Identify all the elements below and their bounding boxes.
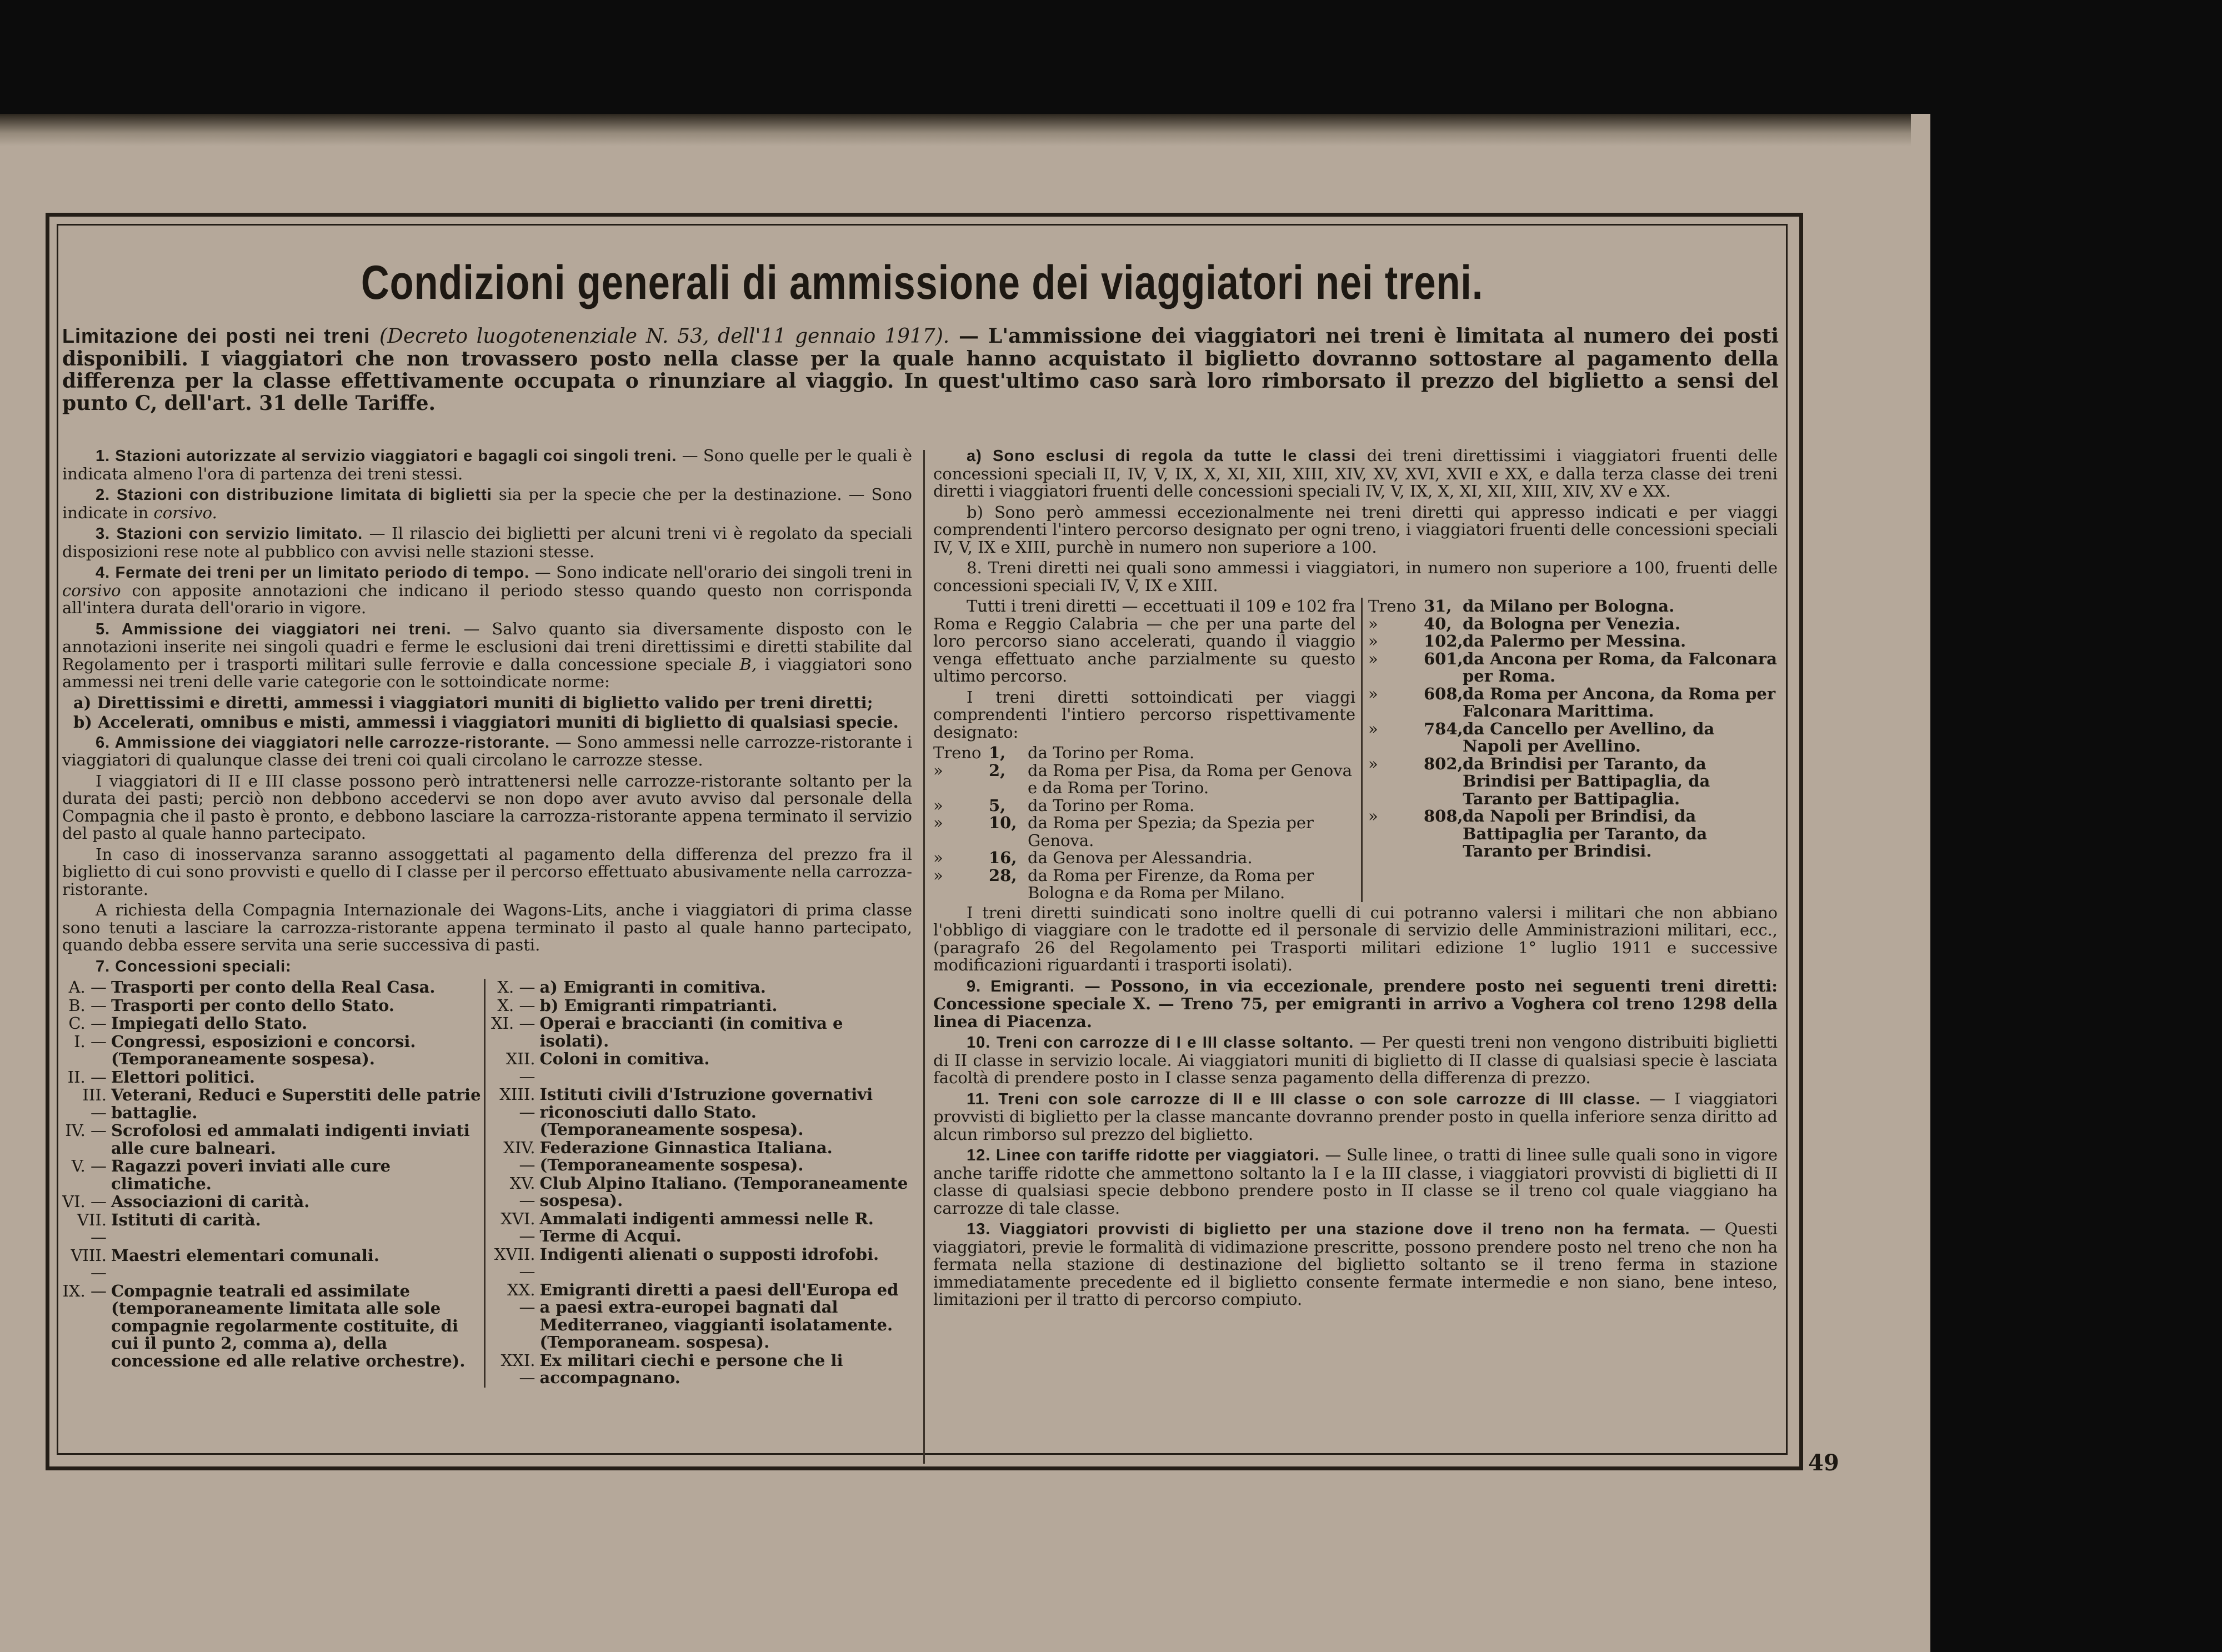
page-number: 49 [1808,1450,1839,1476]
section-heading: a) Sono esclusi di regola da tutte le classi [967,447,1357,465]
concessions-table [62,979,912,1388]
list-item: XVI. — Ammalati indigenti ammessi nelle R. Terme di Acqui. [501,1209,874,1245]
section-heading: 2. Stazioni con distribuzione limitata di biglietti [96,486,492,504]
concessions-right [484,979,913,1388]
train-row: » 601, da Ancona per Roma, da Falconara per Roma. [1368,649,1777,685]
section-heading: 7. Concessioni speciali: [96,957,292,975]
section-heading: 13. Viaggiatori provvisti di biglietto per una stazione dove il treno non ha fermata. [967,1220,1690,1238]
section-4: 4. Fermate dei treni per un limitato periodo di tempo. — Sono indicate nell'orario dei singoli treni in corsivo con apposite annotazioni che indicano il periodo stesso quando questo non corrisponda all'intera durata dell'orario in vigore. [62,563,912,617]
section-7-a: a) Sono esclusi di regola da tutte le classi dei treni direttissimi i viaggiatori fruenti delle concessioni speciali II, IV, V, IX, X, XI, XII, XIII, XIV, XV, XVI, XVII e XX, e dalla terza classe dei treni diretti i viaggiatori fruenti delle concessioni speciali IV, V, IX, X, XI, XII, XIII, XIV, XV e XX. [933,446,1778,500]
list-item: IX. — Compagnie teatrali ed assimilate (temporaneamente limitata alle sole compagnie regolarmente costituite, di cui il punto 2, comma a), della concessione ed alle relative orchestre). [62,1281,466,1370]
section-heading: 9. Emigranti. [967,977,1075,995]
train-row: » 28, da Roma per Firenze, da Roma per Bologna e da Roma per Milano. [933,865,1314,902]
train-row: » 5, da Torino per Roma. [933,795,1195,815]
list-item: C. — Impiegati dello Stato. [68,1014,308,1033]
list-item: VIII. — Maestri elementari comunali. [71,1245,379,1282]
list-item: XV. — Club Alpino Italiano. (Temporaneamente sospesa). [509,1173,908,1210]
section-heading: 4. Fermate dei treni per un limitato periodo di tempo. [96,564,530,582]
section-5-a: a) Direttissimi e diretti, ammessi i viaggiatori muniti di biglietto valido per treni diretti; [73,693,873,712]
train-row: » 808, da Napoli per Brindisi, da Battipaglia per Taranto, da Taranto per Brindisi. [1368,807,1708,860]
section-9: 9. Emigranti. — Possono, in via eccezionale, prendere posto nei seguenti treni diretti: Concessione speciale X. — Treno 75, per emigranti in arrivo a Voghera col treno 1298 della linea di Piacenza. [933,976,1778,1031]
train-row: » 102, da Palermo per Messina. [1368,632,1686,650]
list-item: X. — a) Emigranti in comitiva. [497,978,766,997]
trains-left [933,598,1361,902]
train-row: » 2, da Roma per Pisa, da Roma per Genova e da Roma per Torino. [933,760,1352,797]
trains-note-2: I treni diretti sottoindicati per viaggi comprendenti l'intiero percorso rispettivamente designato: [933,687,1355,742]
train-row: » 10, da Roma per Spezia; da Spezia per Genova. [933,813,1314,850]
section-11: 11. Treni con sole carrozze di II e III classe o con sole carrozze di III classe. — I viaggiatori provvisti di biglietto per la classe mancante dovranno prender posto in quella inferiore senza diritto ad alcun rimborso sul prezzo del biglietto. [933,1089,1778,1144]
list-item: V. — Ragazzi poveri inviati alle cure climatiche. [71,1157,391,1193]
section-heading: 11. Treni con sole carrozze di II e III classe o con sole carrozze di III classe. [967,1090,1641,1108]
section-6-p3: In caso di inosservanza saranno assoggettati al pagamento della differenza del prezzo fra il biglietto di cui sono provvisti e quello di I classe per il percorso effettuato abusivamente nella carrozza-ristorante. [62,844,912,899]
list-item: I. — Congressi, esposizioni e concorsi. (Temporaneamente sospesa). [74,1032,416,1068]
train-row: » 802, da Brindisi per Taranto, da Brindisi per Battipaglia, da Taranto per Battipaglia. [1368,754,1710,808]
list-item: B. — Trasporti per conto dello Stato. [68,995,394,1015]
section-5-b: b) Accelerati, omnibus e misti, ammessi i viaggiatori muniti di biglietto di qualsiasi specie. [73,713,899,732]
section-10: 10. Treni con carrozze di I e III classe soltanto. — Per questi treni non vengono distribuiti biglietti di II classe in servizio locale. Ai viaggiatori muniti di biglietto di II classe di qualsiasi specie è lasciata facoltà di prendere posto in I classe senza pagamento della differenza di prezzo. [933,1033,1778,1087]
train-row: » 784, da Cancello per Avellino, da Napoli per Avellino. [1368,719,1715,755]
page-title: Condizioni generali di ammissione dei viaggiatori nei treni. [361,256,1484,309]
section-5: 5. Ammissione dei viaggiatori nei treni. — Salvo quanto sia diversamente disposto con le annotazioni inserite nei singoli quadri e ferme le esclusioni dai treni direttissimi e diretti stabilite dal Regolamento per i trasporti militari sulle ferrovie e dalla concessione speciale B, i viaggiatori sono ammessi nei treni delle varie categorie con le sottoindicate norme: [62,619,913,691]
section-2: 2. Stazioni con distribuzione limitata di biglietti sia per la specie che per la destinazione. — Sono indicate in corsivo. [62,485,913,522]
train-row: » 40, da Bologna per Venezia. [1368,614,1680,633]
trains-right [1361,598,1778,902]
column-divider [923,450,925,1464]
section-13: 13. Viaggiatori provvisti di biglietto per una stazione dove il treno non ha fermata. — Questi viaggiatori, previe le formalità di vidimazione prescritte, possono prendere posto nel treno che non ha fermata nella stazione di destinazione del biglietto soltanto se il treno ferma in stazione immediatamente precedente ed il biglietto consente fermate intermedie e non siano, bene inteso, limitazioni per il tratto di percorso compiuto. [933,1219,1778,1309]
list-item: XXI. — Ex militari ciechi e persone che li accompagnano. [501,1350,843,1387]
page-edge-shadow [0,114,1911,146]
list-item: XVII. — Indigenti alienati o supposti idrofobi. [494,1244,879,1281]
right-column [933,447,1778,1312]
section-heading: 3. Stazioni con servizio limitato. [96,525,363,543]
intro-heading: Limitazione dei posti nei treni [62,324,371,347]
section-6-p4: A richiesta della Compagnia Internazionale dei Wagons-Lits, anche i viaggiatori di prima classe sono tenuti a lasciare la carrozza-ristorante appena terminato il pasto al quale hanno partecipato, quando debba essere servita una serie successiva di pasti. [62,900,912,954]
section-7 [62,958,912,976]
list-item: XX. — Emigranti diretti a paesi dell'Europa ed a paesi extra-europei bagnati dal Mediterraneo, viaggianti isolatamente. (Temporaneam. sospesa). [507,1280,899,1351]
section-8: 8. Treni diretti nei quali sono ammessi i viaggiatori, in numero non superiore a 100, fruenti delle concessioni speciali IV, V, IX e XIII. [933,558,1778,595]
section-heading: 6. Ammissione dei viaggiatori nelle carrozze-ristorante. [96,733,551,752]
trains-note: Tutti i treni diretti — eccettuati il 109 e 102 fra Roma e Reggio Calabria — che per una parte del loro percorso siano accelerati, quando il viaggio venga effettuato anche parzialmente su questo ultimo percorso. [933,597,1355,685]
section-6: 6. Ammissione dei viaggiatori nelle carrozze-ristorante. — Sono ammessi nelle carrozze-ristorante i viaggiatori di qualunque classe dei treni coi quali circolano le carrozze stesse. [62,732,913,769]
intro-decree: (Decreto luogotenenziale N. 53, dell'11 gennaio 1917). [379,325,950,348]
train-row: Treno 1, da Torino per Roma. [933,743,1195,762]
list-item: III. — Veterani, Reduci e Superstiti delle patrie battaglie. [82,1085,481,1122]
intro-paragraph [62,325,1779,414]
list-item: XI. — Operai e braccianti (in comitiva e isolati). [491,1014,843,1050]
section-6-p2: I viaggiatori di II e III classe possono però intrattenersi nelle carrozze-ristorante soltanto per la durata dei pasti; perciò non debbono accedervi se non dopo aver avuto avviso dal personale della Compagnia che il pasto è pronto, e debbono lasciare la carrozza-ristorante appena terminato il servizio del pasto al quale hanno partecipato. [62,771,912,843]
list-item: XIII. — Istituti civili d'Istruzione governativi riconosciuti dallo Stato. (Temporaneamente sospesa). [499,1085,873,1139]
section-heading: 10. Treni con carrozze di I e III classe soltanto. [967,1034,1354,1052]
list-item: XII. — Coloni in comitiva. [506,1049,710,1086]
section-heading: 5. Ammissione dei viaggiatori nei treni. [96,620,452,638]
list-item: IV. — Scrofolosi ed ammalati indigenti inviati alle cure balneari. [65,1121,470,1158]
intro-text: — L'ammissione dei viaggiatori nei treni è limitata al numero dei posti disponibili. I viaggiatori che non trovassero posto nella classe per la quale hanno acquistato il biglietto dovranno sottostare al pagamento della differenza per la classe effettivamente occupata o rinunziare al viaggio. In quest'ultimo caso sarà loro rimborsato il prezzo del biglietto a sensi del punto C, dell'art. 31 delle Tariffe. [62,324,1779,415]
left-column [62,447,912,1388]
list-item: II. — Elettori politici. [67,1067,255,1087]
section-heading: 1. Stazioni autorizzate al servizio viaggiatori e bagagli coi singoli treni. [96,447,677,465]
section-12: 12. Linee con tariffe ridotte per viaggiatori. — Sulle linee, o tratti di linee sulle quali sono in vigore anche tariffe ridotte che ammettono soltanto la I e la III classe, i viaggiatori provvisti di biglietti di II classe di qualsiasi specie debbono prendere posto in II classe se il treno col quale viaggiano ha carrozze di tale classe. [933,1145,1778,1218]
section-1: 1. Stazioni autorizzate al servizio viaggiatori e bagagli coi singoli treni. — Sono quelle per le quali è indicata almeno l'ora di partenza dei treni stessi. [62,446,913,483]
military-note: I treni diretti suindicati sono inoltre quelli di cui potranno valersi i militari che non abbiano l'obbligo di viaggiare con le tradotte ed il personale di servizio delle Amministrazioni militari, ecc., (paragrafo 26 del Regolamento pei Trasporti militari edizione 1° luglio 1911 e successive modificazioni riguardanti i trasporti isolati). [933,903,1778,974]
section-3: 3. Stazioni con servizio limitato. — Il rilascio dei biglietti per alcuni treni vi è regolato da speciali disposizioni rese note al pubblico con avvisi nelle stazioni stesse. [62,524,912,561]
list-item: X. — b) Emigranti rimpatrianti. [497,995,778,1015]
train-row: Treno 31, da Milano per Bologna. [1368,597,1675,615]
train-row: » 16, da Genova per Alessandria. [933,848,1253,867]
section-7-b: b) Sono però ammessi eccezionalmente nei treni diretti qui appresso indicati e per viaggi comprendenti l'intero percorso designato per ogni treno, i viaggiatori fruenti delle concessioni speciali IV, V, IX e XIII, purchè in numero non superiore a 100. [933,502,1778,557]
direct-trains-table [933,598,1778,902]
list-item: XIV. — Federazione Ginnastica Italiana. (Temporaneamente sospesa). [503,1138,833,1174]
train-row: » 608, da Roma per Ancona, da Roma per Falconara Marittima. [1368,684,1776,720]
list-item: VI. — Associazioni di carità. [62,1192,310,1211]
section-heading: 12. Linee con tariffe ridotte per viaggiatori. [967,1147,1320,1164]
list-item: VII. — Istituti di carità. [77,1210,261,1246]
list-item: A. — Trasporti per conto della Real Casa. [68,978,436,997]
concessions-left [62,979,484,1388]
